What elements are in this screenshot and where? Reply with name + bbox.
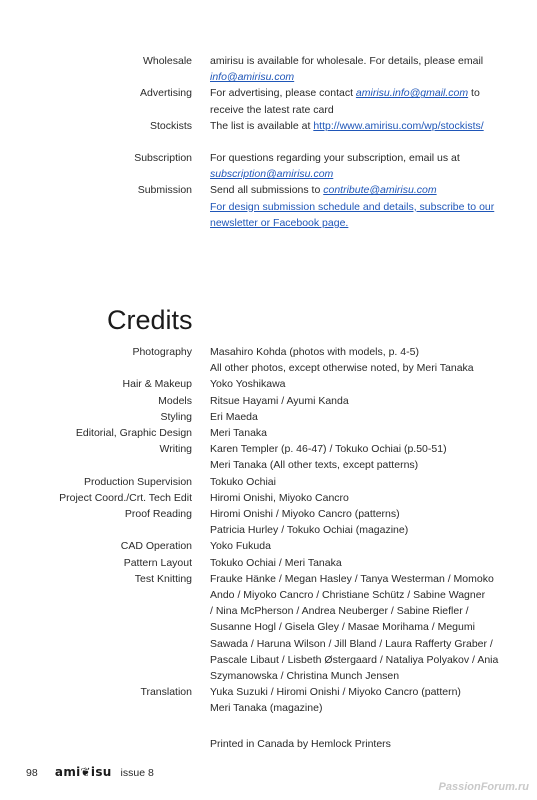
credit-value [210,684,500,716]
info-row-submission [0,182,537,231]
info-row-advertising [0,85,537,117]
credit-label: Project Coord./Crt. Tech Edit [59,491,192,504]
info-row-subscription [0,150,537,182]
info-section [0,53,537,231]
credit-row [0,393,537,409]
credit-value [210,571,500,684]
credit-value [210,538,500,554]
credit-row [0,490,537,506]
credit-row [0,684,537,716]
page-footer [26,764,154,781]
credit-line: Meri Tanaka (All other texts, except patterns) [210,459,419,472]
credit-line: Tokuko Ochiai [210,475,276,488]
credit-value [210,555,500,571]
info-link[interactable]: contribute@amirisu.com [323,184,437,197]
info-text: The list is available at [210,119,314,132]
issue-label: issue 8 [120,767,154,779]
credit-line: Hiromi Onishi, Miyoko Cancro [210,491,349,504]
credit-line: Szymanowska / Christina Munch Jensen [210,670,400,683]
credit-value [210,409,500,425]
credit-row [0,506,537,538]
logo-mark-icon: ❦ [80,765,91,779]
credit-row [0,376,537,392]
info-text: For questions regarding your subscription, email us at [210,152,460,165]
credit-value [210,441,500,473]
credits-section [0,344,537,717]
credit-line: Yuka Suzuki / Hiromi Onishi / Miyoko Cancro (pattern) [210,686,461,699]
info-link[interactable]: subscription@amirisu.com [210,168,334,181]
credit-label: Styling [160,410,192,423]
credit-line: Karen Templer (p. 46-47) / Tokuko Ochiai (p.50-51) [210,443,447,456]
credit-label: Test Knitting [134,572,192,585]
credit-row [0,441,537,473]
info-label: Subscription [134,152,192,165]
credit-line: Sawada / Haruna Wilson / Jill Bland / Laura Rafferty Graber / [210,637,493,650]
credit-value [210,425,500,441]
credit-line: Meri Tanaka [210,427,268,440]
credit-value [210,506,500,538]
info-link[interactable]: For design submission schedule and details, subscribe to our [210,200,495,213]
credit-value [210,490,500,506]
credit-row [0,344,537,376]
credit-row [0,409,537,425]
credit-value [210,344,500,376]
credit-row [0,425,537,441]
credit-label: Pattern Layout [123,556,192,569]
credit-label: Photography [132,346,192,358]
credit-line: Hiromi Onishi / Miyoko Cancro (patterns) [210,508,400,521]
credit-line: All other photos, except otherwise noted, by Meri Tanaka [210,362,474,375]
credits-title: Credits [107,305,193,335]
credit-line: Yoko Fukuda [210,540,271,553]
credit-line: Frauke Hänke / Megan Hasley / Tanya Westerman / Momoko [210,572,494,585]
info-value [210,118,500,134]
info-row-stockists [0,118,537,134]
credit-label: Editorial, Graphic Design [75,427,192,440]
credit-line: Masahiro Kohda (photos with models, p. 4-5) [210,346,419,358]
credit-row [0,571,537,684]
info-value [210,53,500,85]
info-value [210,150,500,182]
credit-row [0,474,537,490]
info-text: For advertising, please contact [210,87,356,100]
info-value [210,85,500,117]
credit-row [0,555,537,571]
credit-line: Pascale Libaut / Lisbeth Østergaard / Nataliya Polyakov / Ania [210,653,499,666]
credit-line: Yoko Yoshikawa [210,378,286,391]
credit-line: Eri Maeda [210,410,258,423]
credit-line: Ritsue Hayami / Ayumi Kanda [210,394,349,407]
info-text: Send all submissions to [210,184,324,197]
credit-label: Models [158,394,192,407]
credit-line: Ando / Miyoko Cancro / Christiane Schütz / Sabine Wagner [210,589,486,602]
info-link[interactable]: http://www.amirisu.com/wp/stockists/ [313,119,484,132]
info-text: to [468,87,480,100]
info-text: receive the latest rate card [210,103,334,116]
credit-line: / Nina McPherson / Andrea Neuberger / Sabine Riefler / [210,605,469,618]
info-label: Advertising [140,87,192,100]
amirisu-logo: ami❦isu [54,765,112,779]
credit-label: Proof Reading [124,508,192,521]
credit-value [210,376,500,392]
info-label: Stockists [149,119,192,132]
watermark: PassionForum.ru [438,781,529,793]
info-row-wholesale [0,53,537,85]
info-value [210,182,500,231]
credit-line: Patricia Hurley / Tokuko Ochiai (magazine) [210,524,409,537]
info-link[interactable]: amirisu.info@gmail.com [355,87,469,100]
credit-label: Translation [140,686,192,699]
info-link[interactable]: info@amirisu.com [210,71,295,84]
info-text: amirisu is available for wholesale. For details, please email [210,55,484,67]
credit-value [210,393,500,409]
credit-label: Production Supervision [84,475,192,488]
printer-note: Printed in Canada by Hemlock Printers [210,738,391,750]
credit-line: Tokuko Ochiai / Meri Tanaka [210,556,342,569]
credit-label: Writing [159,443,192,456]
page-number: 98 [26,767,38,779]
info-label: Submission [137,184,192,197]
credit-value [210,474,500,490]
credit-line: Meri Tanaka (magazine) [210,702,323,715]
credit-label: Hair & Makeup [122,378,192,391]
info-link[interactable]: newsletter or Facebook page. [210,216,349,229]
credit-label: CAD Operation [120,540,192,553]
credit-row [0,538,537,554]
credit-line: Susanne Hogl / Gisela Gley / Masae Morihama / Megumi [210,621,475,634]
info-label: Wholesale [142,55,192,67]
